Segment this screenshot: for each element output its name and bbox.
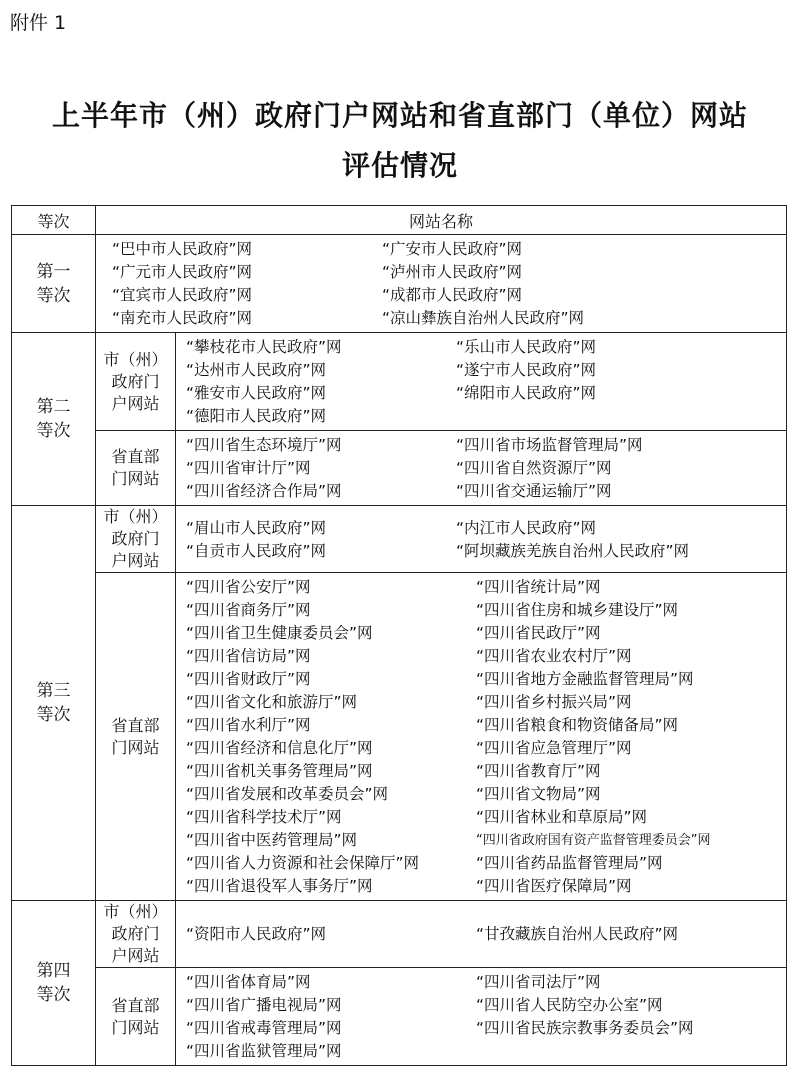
category-line: 省直部: [111, 995, 160, 1015]
tier4-city-row: [12, 901, 787, 968]
list-item: [176, 994, 786, 1017]
site-name: “四川省公安厅”网: [186, 578, 311, 596]
site-name: “雅安市人民政府”网: [186, 384, 327, 402]
list-item: [176, 971, 786, 994]
site-name: “四川省文物局”网: [476, 785, 601, 803]
site-name: “四川省粮食和物资储备局”网: [476, 716, 679, 734]
site-name: “四川省应急管理厅”网: [476, 739, 632, 757]
site-name: “自贡市人民政府”网: [186, 541, 327, 560]
tier1-site-list: [96, 235, 787, 333]
list-item: [176, 923, 786, 946]
tier2-city-row: [12, 333, 787, 431]
site-name: “四川省药品监督管理局”网: [476, 854, 663, 872]
list-item: [176, 517, 786, 540]
category-line: 市（州）: [103, 507, 168, 526]
list-item: [176, 434, 786, 457]
list-item: [176, 540, 786, 563]
site-name: “四川省司法厅”网: [476, 973, 601, 991]
site-name: “四川省民族宗教事务委员会”网: [476, 1019, 694, 1037]
site-name: “四川省人民防空办公室”网: [476, 996, 663, 1014]
tier4-label: [12, 901, 96, 1066]
site-name: “成都市人民政府”网: [382, 286, 523, 304]
site-name: “四川省民政厅”网: [476, 624, 601, 642]
category-line: 户网站: [111, 551, 160, 570]
category-line: 市（州）: [103, 349, 168, 369]
grade-header: 等次: [12, 206, 96, 235]
site-name: “四川省监狱管理局”网: [186, 1042, 342, 1060]
site-name: “四川省退役军人事务厅”网: [186, 877, 373, 895]
list-item: [96, 284, 786, 307]
category-line: 户网站: [111, 946, 160, 965]
list-item: [176, 336, 786, 359]
site-name: “四川省审计厅”网: [186, 459, 311, 477]
site-name: “四川省政府国有资产监督管理委员会”网: [476, 833, 711, 848]
site-name: “四川省商务厅”网: [186, 601, 311, 619]
tier2-prov-site-list: [176, 431, 787, 506]
list-item: [176, 829, 786, 852]
tier3-city-category: [96, 506, 176, 573]
list-item: [176, 714, 786, 737]
list-item: [176, 645, 786, 668]
site-name: “凉山彝族自治州人民政府”网: [382, 309, 585, 327]
tier3-label: [12, 506, 96, 901]
site-name: “四川省科学技术厅”网: [186, 808, 342, 826]
document-title-line-2: 评估情况: [341, 149, 458, 182]
table-header-row: [12, 206, 787, 235]
category-line: 户网站: [111, 393, 160, 413]
tier4-label-line2: 等次: [36, 985, 71, 1005]
list-item: [176, 382, 786, 405]
site-name: “四川省中医药管理局”网: [186, 831, 358, 849]
category-line: 政府门: [111, 924, 160, 943]
list-item: [176, 622, 786, 645]
list-item: [176, 457, 786, 480]
site-name: “四川省广播电视局”网: [186, 996, 342, 1014]
tier2-prov-category: [96, 431, 176, 506]
site-name: “绵阳市人民政府”网: [456, 384, 597, 402]
list-item: [176, 480, 786, 503]
list-item: [176, 599, 786, 622]
site-name: “四川省体育局”网: [186, 973, 311, 991]
tier3-label-line2: 等次: [36, 705, 71, 725]
tier4-city-site-list: [176, 901, 787, 968]
site-name: “四川省经济合作局”网: [186, 482, 342, 500]
site-name: “乐山市人民政府”网: [456, 338, 597, 356]
site-name: “四川省市场监督管理局”网: [456, 436, 643, 454]
site-name: “四川省生态环境厅”网: [186, 436, 342, 454]
site-name: “四川省自然资源厅”网: [456, 459, 612, 477]
site-name: “德阳市人民政府”网: [186, 407, 327, 425]
site-name: “四川省文化和旅游厅”网: [186, 693, 358, 711]
list-item: [96, 261, 786, 284]
site-name: “内江市人民政府”网: [456, 518, 597, 537]
list-item: [176, 405, 786, 428]
site-name: “四川省教育厅”网: [476, 762, 601, 780]
category-line: 门网站: [111, 1017, 160, 1037]
list-item: [176, 875, 786, 898]
tier3-city-row: [12, 506, 787, 573]
site-name: “南充市人民政府”网: [112, 309, 253, 327]
tier1-label-line1: 第一: [36, 261, 71, 282]
site-name: “广元市人民政府”网: [112, 263, 253, 281]
category-line: 政府门: [111, 529, 160, 548]
list-item: [176, 1040, 786, 1063]
site-name: “四川省地方金融监督管理局”网: [476, 670, 694, 688]
sites-header: 网站名称: [96, 206, 787, 235]
site-name: “四川省医疗保障局”网: [476, 877, 632, 895]
site-name: “资阳市人民政府”网: [186, 925, 327, 943]
site-name: “四川省经济和信息化厅”网: [186, 739, 373, 757]
site-name: “泸州市人民政府”网: [382, 263, 523, 281]
list-item: [176, 783, 786, 806]
list-item: [176, 1017, 786, 1040]
tier3-prov-row: [12, 573, 787, 901]
list-item: [176, 737, 786, 760]
site-name: “四川省信访局”网: [186, 647, 311, 665]
site-name: “四川省住房和城乡建设厅”网: [476, 601, 679, 619]
tier3-city-site-list: [176, 506, 787, 573]
site-name: “四川省水利厅”网: [186, 716, 311, 734]
site-name: “四川省发展和改革委员会”网: [186, 785, 389, 803]
tier2-prov-row: [12, 431, 787, 506]
category-line: 政府门: [111, 371, 160, 391]
attachment-label: 附件 1: [10, 12, 67, 34]
list-item: [96, 238, 786, 261]
tier1-label: [12, 235, 96, 333]
site-name: “攀枝花市人民政府”网: [186, 338, 342, 356]
site-name: “四川省交通运输厅”网: [456, 482, 612, 500]
category-line: 门网站: [111, 469, 160, 488]
category-line: 门网站: [111, 737, 160, 757]
tier3-prov-site-list: [176, 573, 787, 901]
category-line: 市（州）: [103, 902, 168, 921]
list-item: [176, 359, 786, 382]
tier3-prov-category: [96, 573, 176, 901]
category-line: 省直部: [111, 715, 160, 735]
category-line: 省直部: [111, 447, 160, 466]
site-name: “宜宾市人民政府”网: [112, 286, 253, 304]
site-name: “广安市人民政府”网: [382, 240, 523, 258]
tier2-label: [12, 333, 96, 506]
site-name: “达州市人民政府”网: [186, 361, 327, 379]
list-item: [176, 576, 786, 599]
site-name: “眉山市人民政府”网: [186, 518, 327, 537]
tier4-label-line1: 第四: [36, 961, 71, 981]
evaluation-table: [11, 205, 787, 1066]
tier1-row: [12, 235, 787, 333]
tier1-label-line2: 等次: [36, 285, 71, 306]
site-name: “巴中市人民政府”网: [112, 240, 253, 258]
tier3-label-line1: 第三: [36, 681, 71, 701]
list-item: [176, 760, 786, 783]
tier2-city-site-list: [176, 333, 787, 431]
tier2-label-line2: 等次: [36, 421, 71, 441]
site-name: “甘孜藏族自治州人民政府”网: [476, 925, 679, 943]
site-name: “四川省乡村振兴局”网: [476, 693, 632, 711]
site-name: “四川省农业农村厅”网: [476, 647, 632, 665]
tier2-city-category: [96, 333, 176, 431]
tier4-city-category: [96, 901, 176, 968]
list-item: [176, 806, 786, 829]
list-item: [96, 307, 786, 330]
site-name: “四川省人力资源和社会保障厅”网: [186, 854, 420, 872]
site-name: “四川省统计局”网: [476, 578, 601, 596]
list-item: [176, 691, 786, 714]
list-item: [176, 668, 786, 691]
site-name: “阿坝藏族羌族自治州人民政府”网: [456, 541, 690, 560]
site-name: “四川省林业和草原局”网: [476, 808, 648, 826]
tier2-label-line1: 第二: [36, 397, 71, 417]
site-name: “遂宁市人民政府”网: [456, 361, 597, 379]
site-name: “四川省戒毒管理局”网: [186, 1019, 342, 1037]
list-item: [176, 852, 786, 875]
site-name: “四川省机关事务管理局”网: [186, 762, 373, 780]
site-name: “四川省财政厅”网: [186, 670, 311, 688]
site-name: “四川省卫生健康委员会”网: [186, 624, 373, 642]
document-title-line-1: 上半年市（州）政府门户网站和省直部门（单位）网站: [51, 99, 748, 132]
